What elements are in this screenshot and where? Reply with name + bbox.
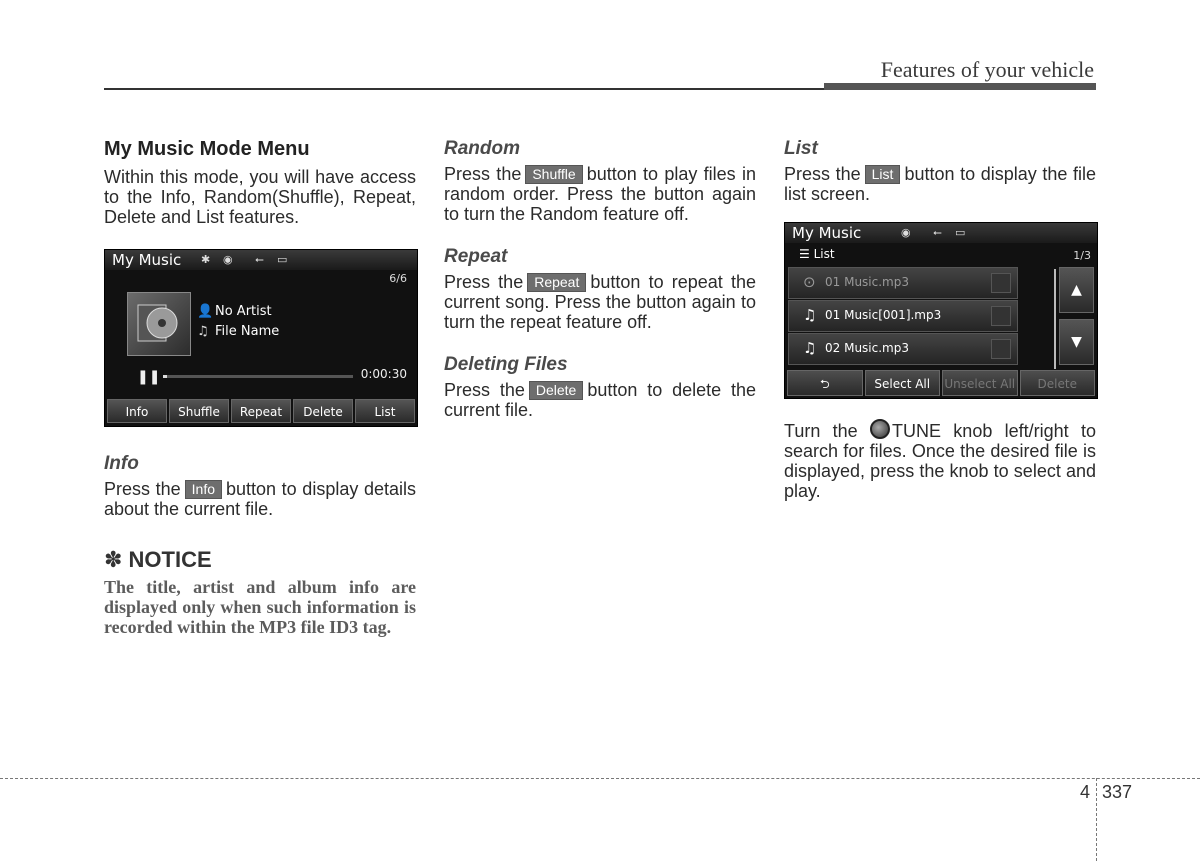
repeat-pill: Repeat	[527, 273, 586, 292]
person-icon: 👤	[197, 304, 214, 319]
file-name: 01 Music.mp3	[825, 275, 909, 289]
chapter-number: 4	[1080, 782, 1091, 802]
play-circle-icon: ⊙	[803, 273, 816, 291]
track-count: 6/6	[389, 272, 407, 285]
unselect-all-button[interactable]: Unselect All	[942, 370, 1018, 396]
info-text: Press the Info button to display details about the current file.	[104, 479, 416, 519]
disc-icon: ◉	[223, 253, 239, 266]
delete-button[interactable]: Delete	[1020, 370, 1096, 396]
scroll-up-button[interactable]: ▲	[1059, 267, 1094, 313]
artist-name: No Artist	[215, 304, 272, 319]
scroll-down-button[interactable]: ▼	[1059, 319, 1094, 365]
elapsed-time: 0:00:30	[360, 367, 407, 381]
delete-pill: Delete	[529, 381, 583, 400]
scrollbar[interactable]	[1054, 269, 1056, 369]
repeat-button[interactable]: Repeat	[231, 399, 291, 423]
delete-text: Press the Delete button to delete the current file.	[444, 380, 756, 420]
shuffle-pill: Shuffle	[525, 165, 582, 184]
info-pill: Info	[185, 480, 222, 499]
row-checkbox[interactable]	[991, 339, 1011, 359]
file-name: 01 Music[001].mp3	[825, 308, 942, 322]
disc-icon: ◉	[901, 226, 917, 239]
screen-title: My Music	[792, 224, 862, 242]
back-button[interactable]	[787, 370, 863, 396]
random-text: Press the Shuffle button to play files in random order. Press the button again to turn the Random feature off.	[444, 164, 756, 224]
player-button-bar	[107, 399, 415, 423]
list-item[interactable]	[788, 267, 1018, 299]
music-note-icon: ♫	[803, 306, 817, 324]
heading-random: Random	[444, 138, 520, 159]
page-number: 337	[1102, 782, 1133, 802]
aux-icon: ▭	[955, 226, 972, 239]
heading-repeat: Repeat	[444, 246, 508, 267]
list-item[interactable]	[788, 333, 1018, 365]
select-all-button[interactable]: Select All	[865, 370, 941, 396]
heading-deleting-files: Deleting Files	[444, 354, 568, 375]
usb-icon: ⭠	[255, 253, 270, 266]
heading-info: Info	[104, 453, 139, 474]
bluetooth-icon: ✱	[201, 253, 217, 266]
page-indicator: 1/3	[1073, 249, 1091, 262]
list-button[interactable]: List	[355, 399, 415, 423]
header-accent-bar	[824, 83, 1096, 90]
progress-bar[interactable]	[163, 375, 353, 378]
my-music-player-screen	[104, 249, 418, 427]
list-header: ☰ List	[799, 247, 835, 261]
tune-text: Turn the TUNE knob left/right to search for files. Once the desired file is displayed, press the knob to select and play.	[784, 421, 1096, 501]
screen-title: My Music	[112, 251, 182, 269]
list-button-bar	[787, 370, 1095, 396]
back-arrow-icon: ⮌	[819, 377, 830, 391]
row-checkbox[interactable]	[991, 273, 1011, 293]
heading-list: List	[784, 138, 818, 159]
footer-divider	[1096, 778, 1097, 861]
music-note-icon: ♫	[197, 324, 209, 339]
delete-button[interactable]: Delete	[293, 399, 353, 423]
header-rule	[104, 88, 824, 90]
shuffle-button[interactable]: Shuffle	[169, 399, 229, 423]
row-checkbox[interactable]	[991, 306, 1011, 326]
notice-text: The title, artist and album info are displayed only when such information is recorded within the MP3 file ID3 tag.	[104, 577, 416, 637]
file-name: File Name	[215, 324, 280, 339]
list-icon: ☰	[799, 247, 814, 261]
usb-icon: ⭠	[933, 226, 948, 239]
cd-icon	[136, 301, 180, 345]
artist-line	[197, 304, 272, 319]
column-3	[784, 138, 1096, 501]
column-2	[444, 138, 756, 420]
screen-title-bar	[105, 250, 417, 270]
file-line	[197, 324, 279, 339]
list-pill: List	[865, 165, 901, 184]
screen-title-bar	[785, 223, 1097, 243]
info-button[interactable]: Info	[107, 399, 167, 423]
file-name: 02 Music.mp3	[825, 341, 909, 355]
pause-icon[interactable]: ❚❚	[137, 369, 161, 385]
tune-knob-icon	[870, 419, 890, 439]
aux-icon: ▭	[277, 253, 294, 266]
album-art	[127, 292, 191, 356]
column-1	[104, 138, 416, 637]
file-list-screen	[784, 222, 1098, 399]
list-text: Press the List button to display the file list screen.	[784, 164, 1096, 204]
heading-my-music-mode-menu: My Music Mode Menu	[104, 138, 310, 160]
footer-rule	[0, 778, 1200, 779]
repeat-text: Press the Repeat button to repeat the current song. Press the button again to turn the repeat feature off.	[444, 272, 756, 332]
notice-title: ✽ NOTICE	[104, 547, 212, 572]
list-item[interactable]	[788, 300, 1018, 332]
intro-text: Within this mode, you will have access to the Info, Random(Shuffle), Repeat, Delete and List features.	[104, 167, 416, 227]
music-note-icon: ♫	[803, 339, 817, 357]
section-title: Features of your vehicle	[880, 57, 1094, 82]
